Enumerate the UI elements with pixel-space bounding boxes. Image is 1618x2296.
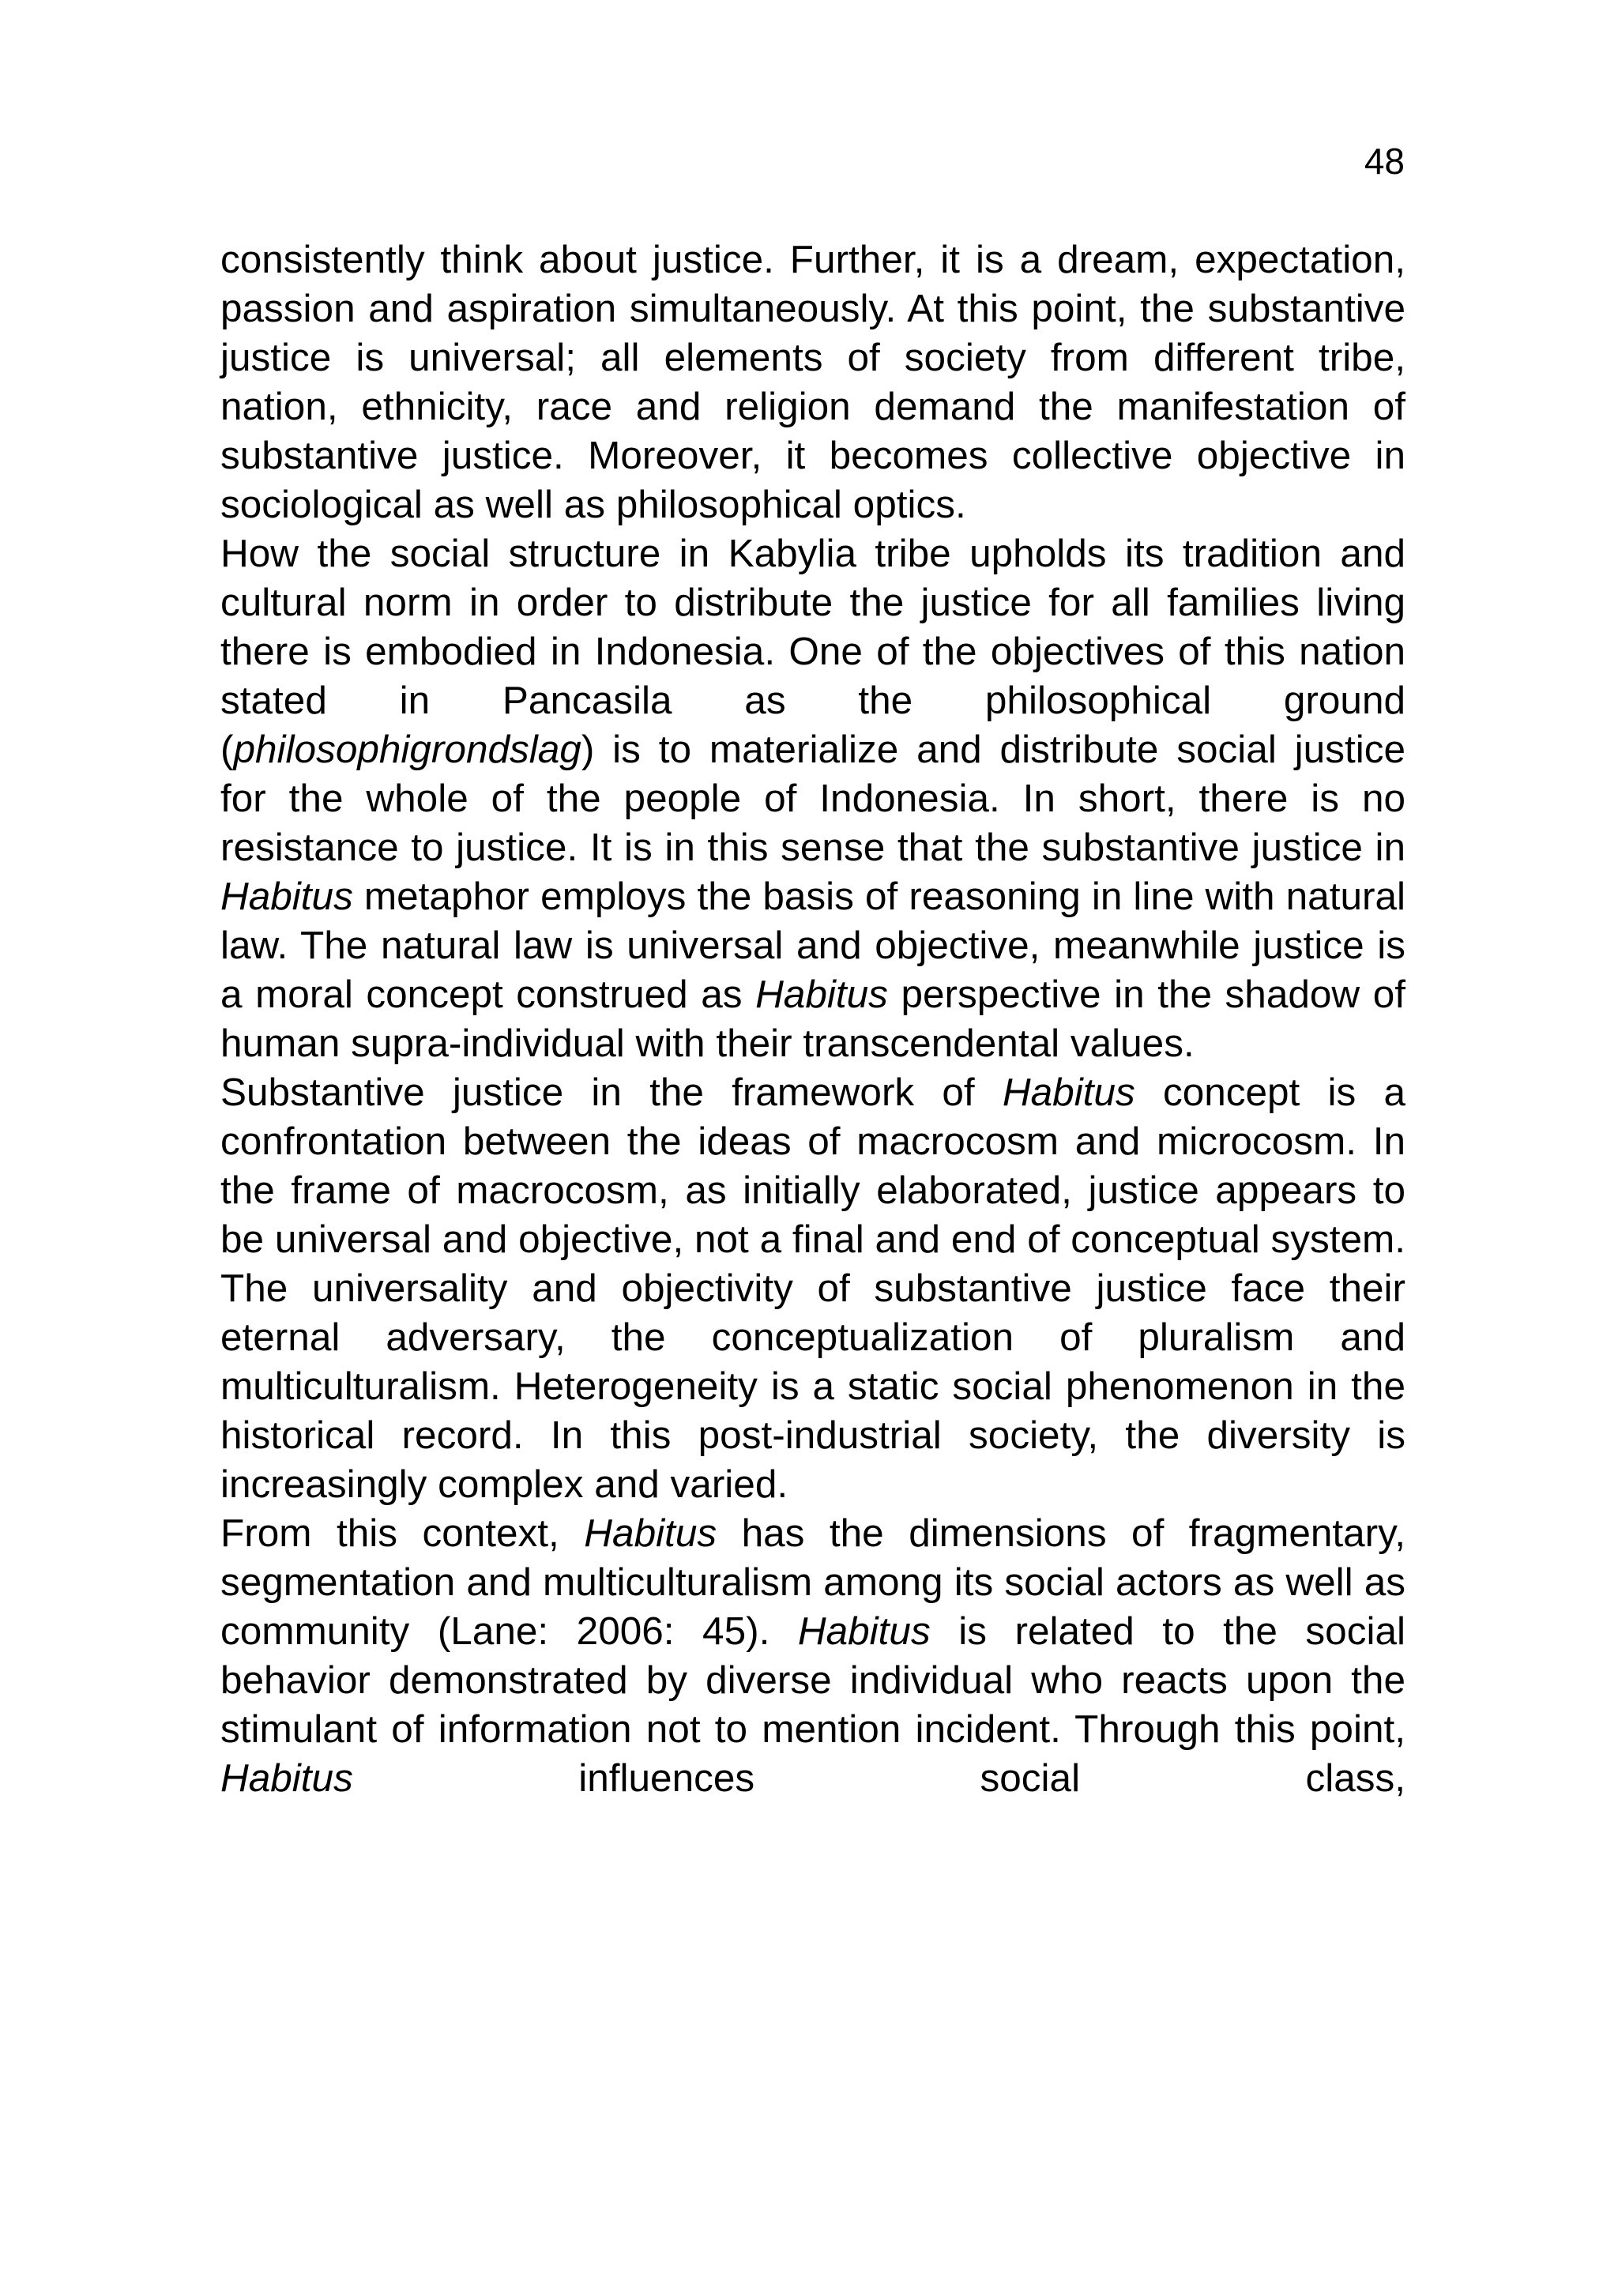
italic-term: Habitus	[1002, 1071, 1135, 1114]
paragraph-3	[220, 1068, 1405, 1509]
page-number: 48	[1364, 141, 1405, 182]
text-run: How the social structure in Kabylia tribe upholds its tradition and cultural norm in order to distribute the justice for all families living there is embodied in Indonesia. One of the objectives of this nation stated in Pancasila as the philosophical ground (	[220, 532, 1405, 771]
italic-term: philosophigrondslag	[233, 728, 581, 771]
paragraph-4	[220, 1509, 1405, 1803]
text-run: ) is to materialize and distribute social justice for the whole of the people of Indonesia. In short, there is no resistance to justice. It is in this sense that the substantive justice in	[220, 728, 1405, 869]
text-run: concept is a confrontation between the ideas of macrocosm and microcosm. In the frame of macrocosm, as initially elaborated, justice appears to be universal and objective, not a final and end of conceptual system. The universality and objectivity of substantive justice face their eternal adversary, the conceptualization of pluralism and multiculturalism. Heterogeneity is a static social phenomenon in the historical record. In this post-industrial society, the diversity is increasingly complex and varied.	[220, 1071, 1406, 1506]
italic-term: Habitus	[220, 875, 353, 918]
text-run: metaphor employs the basis of reasoning in line with natural law. The natural law is universal and objective, meanwhile justice is a moral concept construed as	[220, 875, 1405, 1016]
italic-term: Habitus	[755, 973, 888, 1016]
text-run: perspective in the shadow of human supra-individual with their transcendental values.	[220, 973, 1405, 1065]
italic-term: Habitus	[220, 1756, 353, 1800]
text-run: Substantive justice in the framework of	[220, 1071, 1003, 1114]
text-run: has the dimensions of fragmentary, segmentation and multiculturalism among its social actors as well as community (Lane: 2006: 45).	[220, 1511, 1405, 1653]
italic-term: Habitus	[797, 1609, 931, 1653]
text-run: is related to the social behavior demonstrated by diverse individual who reacts upon the stimulant of information not to mention incident. Through this point,	[220, 1609, 1405, 1751]
body-text	[220, 235, 1405, 1803]
text-run: consistently think about justice. Further, it is a dream, expectation, passion and aspiration simultaneously. At this point, the substantive justice is universal; all elements of society from different tribe, nation, ethnicity, race and religion demand the manifestation of substantive justice. Moreover, it becomes collective objective in sociological as well as philosophical optics.	[220, 238, 1405, 526]
text-run: From this context,	[220, 1511, 585, 1555]
text-run: influences social class,	[352, 1756, 1405, 1800]
paragraph-2	[220, 529, 1405, 1068]
italic-term: Habitus	[584, 1511, 717, 1555]
paragraph-1	[220, 235, 1405, 529]
